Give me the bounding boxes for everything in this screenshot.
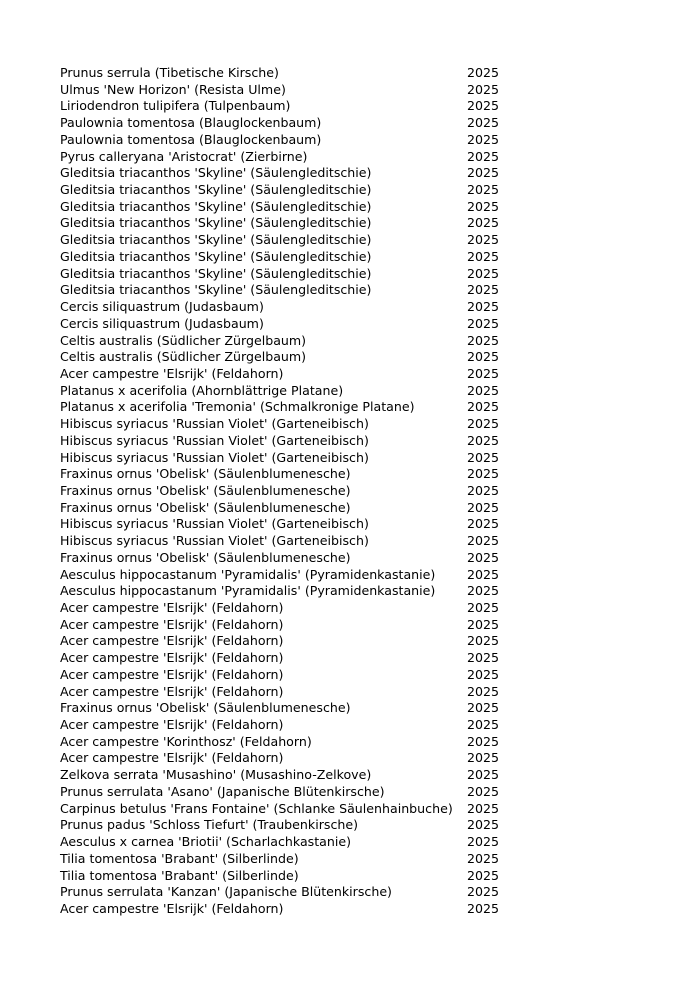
- planting-year: 2025: [467, 98, 500, 114]
- table-row: [60, 132, 520, 149]
- planting-year: 2025: [467, 399, 500, 415]
- planting-year: 2025: [467, 115, 500, 131]
- tree-name: Prunus serrulata 'Asano' (Japanische Blütenkirsche): [60, 783, 385, 799]
- tree-name: Fraxinus ornus 'Obelisk' (Säulenblumenesche): [60, 482, 351, 498]
- table-row: [60, 533, 520, 550]
- table-row: [60, 516, 520, 533]
- tree-list: [60, 65, 520, 918]
- tree-name: Gleditsia triacanthos 'Skyline' (Säulengleditschie): [60, 282, 372, 298]
- tree-name: Aesculus hippocastanum 'Pyramidalis' (Pyramidenkastanie): [60, 566, 436, 582]
- table-row: [60, 700, 520, 717]
- planting-year: 2025: [467, 516, 500, 532]
- tree-name: Fraxinus ornus 'Obelisk' (Säulenblumenesche): [60, 549, 351, 565]
- planting-year: 2025: [467, 499, 500, 515]
- table-row: [60, 115, 520, 132]
- planting-year: 2025: [467, 817, 500, 833]
- tree-name: Paulownia tomentosa (Blauglockenbaum): [60, 115, 322, 131]
- planting-year: 2025: [467, 65, 500, 80]
- tree-name: Fraxinus ornus 'Obelisk' (Säulenblumenesche): [60, 466, 351, 482]
- table-row: [60, 466, 520, 483]
- planting-year: 2025: [467, 382, 500, 398]
- table-row: [60, 383, 520, 400]
- planting-year: 2025: [467, 315, 500, 331]
- tree-name: Platanus x acerifolia 'Tremonia' (Schmalkronige Platane): [60, 399, 415, 415]
- planting-year: 2025: [467, 533, 500, 549]
- table-row: [60, 633, 520, 650]
- planting-year: 2025: [467, 232, 500, 248]
- table-row: [60, 433, 520, 450]
- planting-year: 2025: [467, 717, 500, 733]
- planting-year: 2025: [467, 566, 500, 582]
- table-row: [60, 366, 520, 383]
- planting-year: 2025: [467, 700, 500, 716]
- planting-year: 2025: [467, 834, 500, 850]
- table-row: [60, 650, 520, 667]
- planting-year: 2025: [467, 148, 500, 164]
- tree-name: Prunus padus 'Schloss Tiefurt' (Traubenkirsche): [60, 817, 359, 833]
- planting-year: 2025: [467, 215, 500, 231]
- tree-name: Prunus serrula (Tibetische Kirsche): [60, 65, 279, 80]
- tree-name: Acer campestre 'Elsrijk' (Feldahorn): [60, 666, 284, 682]
- table-row: [60, 450, 520, 467]
- planting-year: 2025: [467, 416, 500, 432]
- tree-name: Acer campestre 'Elsrijk' (Feldahorn): [60, 650, 284, 666]
- planting-year: 2025: [467, 432, 500, 448]
- tree-name: Acer campestre 'Elsrijk' (Feldahorn): [60, 633, 284, 649]
- tree-name: Hibiscus syriacus 'Russian Violet' (Garteneibisch): [60, 516, 369, 532]
- tree-name: Gleditsia triacanthos 'Skyline' (Säulengleditschie): [60, 248, 372, 264]
- tree-name: Acer campestre 'Elsrijk' (Feldahorn): [60, 683, 284, 699]
- table-row: [60, 182, 520, 199]
- table-row: [60, 801, 520, 818]
- tree-name: Fraxinus ornus 'Obelisk' (Säulenblumenesche): [60, 499, 351, 515]
- planting-year: 2025: [467, 282, 500, 298]
- table-row: [60, 617, 520, 634]
- tree-name: Acer campestre 'Elsrijk' (Feldahorn): [60, 616, 284, 632]
- tree-name: Acer campestre 'Elsrijk' (Feldahorn): [60, 750, 284, 766]
- planting-year: 2025: [467, 850, 500, 866]
- planting-year: 2025: [467, 265, 500, 281]
- tree-name: Aesculus hippocastanum 'Pyramidalis' (Pyramidenkastanie): [60, 583, 436, 599]
- table-row: [60, 215, 520, 232]
- planting-year: 2025: [467, 165, 500, 181]
- tree-name: Fraxinus ornus 'Obelisk' (Säulenblumenesche): [60, 700, 351, 716]
- planting-year: 2025: [467, 800, 500, 816]
- table-row: [60, 667, 520, 684]
- tree-name: Gleditsia triacanthos 'Skyline' (Säulengleditschie): [60, 265, 372, 281]
- tree-name: Carpinus betulus 'Frans Fontaine' (Schlanke Säulenhainbuche): [60, 800, 453, 816]
- table-row: [60, 817, 520, 834]
- planting-year: 2025: [467, 867, 500, 883]
- table-row: [60, 299, 520, 316]
- planting-year: 2025: [467, 299, 500, 315]
- tree-name: Pyrus calleryana 'Aristocrat' (Zierbirne): [60, 148, 308, 164]
- planting-year: 2025: [467, 81, 500, 97]
- table-row: [60, 333, 520, 350]
- planting-year: 2025: [467, 683, 500, 699]
- planting-year: 2025: [467, 549, 500, 565]
- table-row: [60, 583, 520, 600]
- table-row: [60, 868, 520, 885]
- table-row: [60, 550, 520, 567]
- tree-name: Gleditsia triacanthos 'Skyline' (Säulengleditschie): [60, 182, 372, 198]
- tree-name: Celtis australis (Südlicher Zürgelbaum): [60, 332, 307, 348]
- table-row: [60, 65, 520, 82]
- table-row: [60, 901, 520, 918]
- planting-year: 2025: [467, 198, 500, 214]
- tree-name: Tilia tomentosa 'Brabant' (Silberlinde): [60, 850, 299, 866]
- table-row: [60, 834, 520, 851]
- planting-year: 2025: [467, 349, 500, 365]
- table-row: [60, 399, 520, 416]
- planting-year: 2025: [467, 733, 500, 749]
- tree-name: Platanus x acerifolia (Ahornblättrige Platane): [60, 382, 344, 398]
- tree-name: Tilia tomentosa 'Brabant' (Silberlinde): [60, 867, 299, 883]
- tree-name: Hibiscus syriacus 'Russian Violet' (Garteneibisch): [60, 416, 369, 432]
- tree-name: Gleditsia triacanthos 'Skyline' (Säulengleditschie): [60, 215, 372, 231]
- planting-year: 2025: [467, 482, 500, 498]
- tree-name: Prunus serrulata 'Kanzan' (Japanische Blütenkirsche): [60, 884, 392, 900]
- table-row: [60, 500, 520, 517]
- table-row: [60, 165, 520, 182]
- planting-year: 2025: [467, 365, 500, 381]
- planting-year: 2025: [467, 767, 500, 783]
- table-row: [60, 567, 520, 584]
- tree-name: Acer campestre 'Elsrijk' (Feldahorn): [60, 365, 284, 381]
- tree-name: Hibiscus syriacus 'Russian Violet' (Garteneibisch): [60, 449, 369, 465]
- tree-name: Ulmus 'New Horizon' (Resista Ulme): [60, 81, 286, 97]
- table-row: [60, 98, 520, 115]
- tree-name: Acer campestre 'Elsrijk' (Feldahorn): [60, 600, 284, 615]
- planting-year: 2025: [467, 182, 500, 198]
- table-row: [60, 750, 520, 767]
- table-row: [60, 232, 520, 249]
- planting-year: 2025: [467, 332, 500, 348]
- tree-name: Gleditsia triacanthos 'Skyline' (Säulengleditschie): [60, 232, 372, 248]
- tree-name: Acer campestre 'Korinthosz' (Feldahorn): [60, 733, 312, 749]
- tree-name: Zelkova serrata 'Musashino' (Musashino-Zelkove): [60, 767, 372, 783]
- tree-name: Gleditsia triacanthos 'Skyline' (Säulengleditschie): [60, 165, 372, 181]
- tree-name: Celtis australis (Südlicher Zürgelbaum): [60, 349, 307, 365]
- planting-year: 2025: [467, 884, 500, 900]
- planting-year: 2025: [467, 650, 500, 666]
- planting-year: 2025: [467, 600, 500, 615]
- table-row: [60, 717, 520, 734]
- table-row: [60, 734, 520, 751]
- table-row: [60, 249, 520, 266]
- tree-name: Acer campestre 'Elsrijk' (Feldahorn): [60, 717, 284, 733]
- table-row: [60, 199, 520, 216]
- planting-year: 2025: [467, 900, 500, 916]
- planting-year: 2025: [467, 616, 500, 632]
- tree-name: Cercis siliquastrum (Judasbaum): [60, 299, 264, 315]
- tree-name: Gleditsia triacanthos 'Skyline' (Säulengleditschie): [60, 198, 372, 214]
- tree-name: Acer campestre 'Elsrijk' (Feldahorn): [60, 900, 284, 916]
- table-row: [60, 767, 520, 784]
- tree-name: Liriodendron tulipifera (Tulpenbaum): [60, 98, 291, 114]
- table-row: [60, 416, 520, 433]
- planting-year: 2025: [467, 466, 500, 482]
- table-row: [60, 316, 520, 333]
- table-row: [60, 884, 520, 901]
- planting-year: 2025: [467, 750, 500, 766]
- planting-year: 2025: [467, 449, 500, 465]
- table-row: [60, 483, 520, 500]
- table-row: [60, 149, 520, 166]
- table-row: [60, 349, 520, 366]
- planting-year: 2025: [467, 783, 500, 799]
- tree-name: Paulownia tomentosa (Blauglockenbaum): [60, 131, 322, 147]
- table-row: [60, 684, 520, 701]
- table-row: [60, 266, 520, 283]
- tree-name: Hibiscus syriacus 'Russian Violet' (Garteneibisch): [60, 432, 369, 448]
- planting-year: 2025: [467, 131, 500, 147]
- planting-year: 2025: [467, 666, 500, 682]
- tree-name: Hibiscus syriacus 'Russian Violet' (Garteneibisch): [60, 533, 369, 549]
- table-row: [60, 282, 520, 299]
- table-row: [60, 784, 520, 801]
- planting-year: 2025: [467, 633, 500, 649]
- planting-year: 2025: [467, 583, 500, 599]
- table-row: [60, 851, 520, 868]
- planting-year: 2025: [467, 248, 500, 264]
- table-row: [60, 600, 520, 617]
- tree-name: Cercis siliquastrum (Judasbaum): [60, 315, 264, 331]
- tree-name: Aesculus x carnea 'Briotii' (Scharlachkastanie): [60, 834, 352, 850]
- table-row: [60, 82, 520, 99]
